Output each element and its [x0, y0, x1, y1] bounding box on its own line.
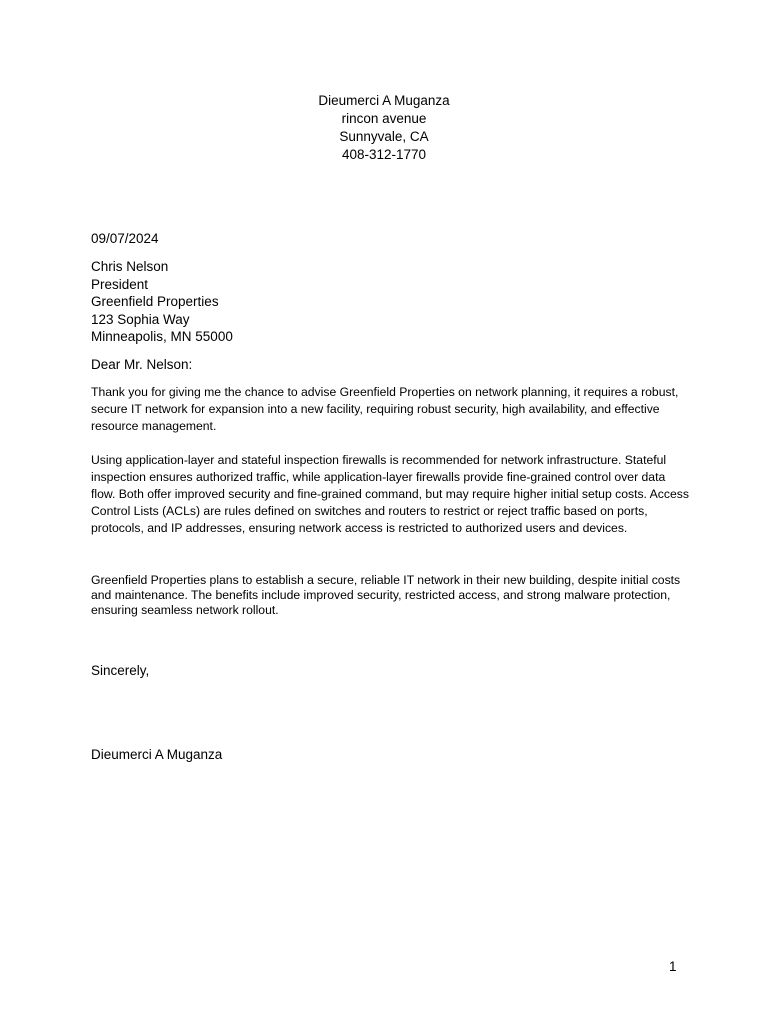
closing: Sincerely,	[91, 663, 150, 678]
salutation: Dear Mr. Nelson:	[91, 357, 193, 372]
sender-address-block	[0, 92, 768, 164]
sender-phone: 408-312-1770	[341, 147, 427, 162]
recipient-name: Chris Nelson	[91, 259, 169, 274]
recipient-address-block	[91, 258, 233, 346]
page-number: 1	[669, 959, 677, 974]
recipient-company: Greenfield Properties	[91, 294, 219, 309]
recipient-city: Minneapolis, MN 55000	[91, 329, 233, 344]
sender-city: Sunnyvale, CA	[339, 129, 429, 144]
letter-date: 09/07/2024	[91, 231, 159, 246]
recipient-title: President	[91, 276, 149, 292]
body-paragraph-2: Using application-layer and stateful inspection firewalls is recommended for network infrastructure. Stateful inspection ensures authorized traffic, while application-layer firewalls provide fine-grained control over data flow. Both offer improved security and fine-grained command, but may require higher initial setup costs. Access Control Lists (ACLs) are rules defined on switches and routers to restrict or reject traffic based on ports, protocols, and IP addresses, ensuring network access is restricted to authorized users and devices.	[91, 453, 689, 535]
sender-name: Dieumerci A Muganza	[318, 93, 450, 108]
signature-name: Dieumerci A Muganza	[91, 747, 223, 762]
recipient-street: 123 Sophia Way	[91, 311, 190, 327]
body-paragraph-3: Greenfield Properties plans to establish a secure, reliable IT network in their new building, despite initial costs and maintenance. The benefits include improved security, restricted access, and strong malware protection, ensuring seamless network rollout.	[91, 573, 681, 617]
body-paragraph-1: Thank you for giving me the chance to advise Greenfield Properties on network planning, it requires a robust, secure IT network for expansion into a new facility, requiring robust security, high availability, and effective resource management.	[91, 385, 679, 433]
sender-street: rincon avenue	[341, 111, 427, 126]
